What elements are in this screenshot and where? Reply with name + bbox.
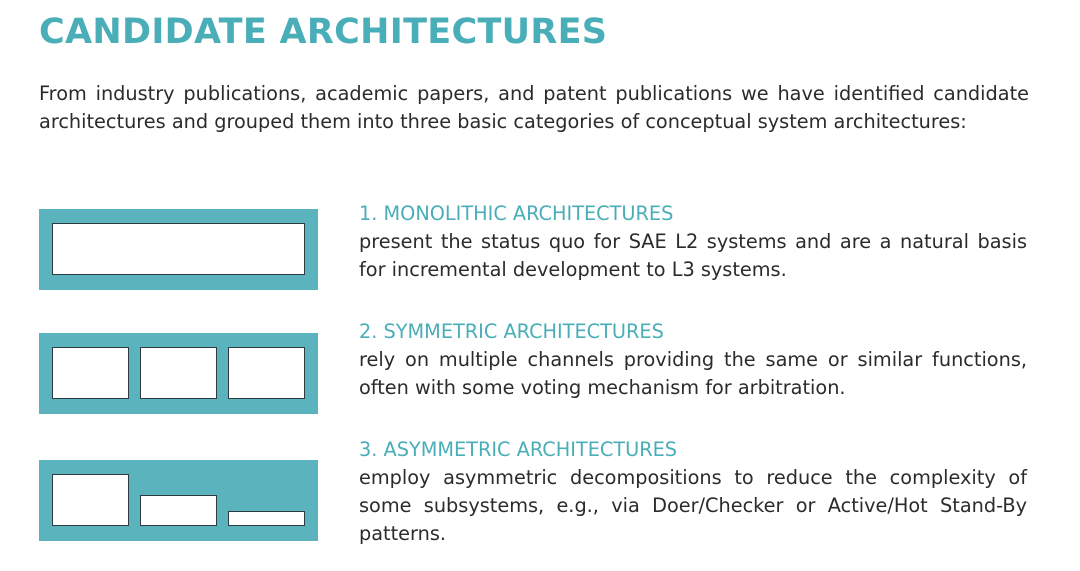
medium-subsystem-box <box>140 495 217 526</box>
symmetric-heading: 2. SYMMETRIC ARCHITECTURES <box>359 320 664 343</box>
asymmetric-description: employ asymmetric decompositions to reduce the complexity of some subsystems, e.g., via Doer/Checker or Active/Hot Stand-By patterns. <box>359 466 1027 545</box>
single-channel-box <box>52 223 305 275</box>
monolithic-architecture-section <box>359 200 1027 284</box>
monolithic-heading: 1. MONOLITHIC ARCHITECTURES <box>359 202 674 225</box>
small-subsystem-box <box>228 511 305 526</box>
symmetric-description: rely on multiple channels providing the same or similar functions, often with some voting mechanism for arbitration. <box>359 348 1027 399</box>
page-title: CANDIDATE ARCHITECTURES <box>39 12 608 52</box>
symmetric-architecture-section <box>359 318 1027 402</box>
channel-box-3 <box>228 347 305 399</box>
asymmetric-architecture-section <box>359 436 1027 548</box>
asymmetric-architecture-diagram <box>39 460 318 541</box>
monolithic-architecture-diagram <box>39 209 318 290</box>
channel-box-2 <box>140 347 217 399</box>
channel-box-1 <box>52 347 129 399</box>
asymmetric-heading: 3. ASYMMETRIC ARCHITECTURES <box>359 438 678 461</box>
monolithic-description: present the status quo for SAE L2 systems and are a natural basis for incremental development to L3 systems. <box>359 230 1027 281</box>
intro-paragraph: From industry publications, academic papers, and patent publications we have identified candidate architectures and grouped them into three basic categories of conceptual system architectures: <box>39 82 1029 133</box>
large-subsystem-box <box>52 474 129 526</box>
symmetric-architecture-diagram <box>39 333 318 414</box>
